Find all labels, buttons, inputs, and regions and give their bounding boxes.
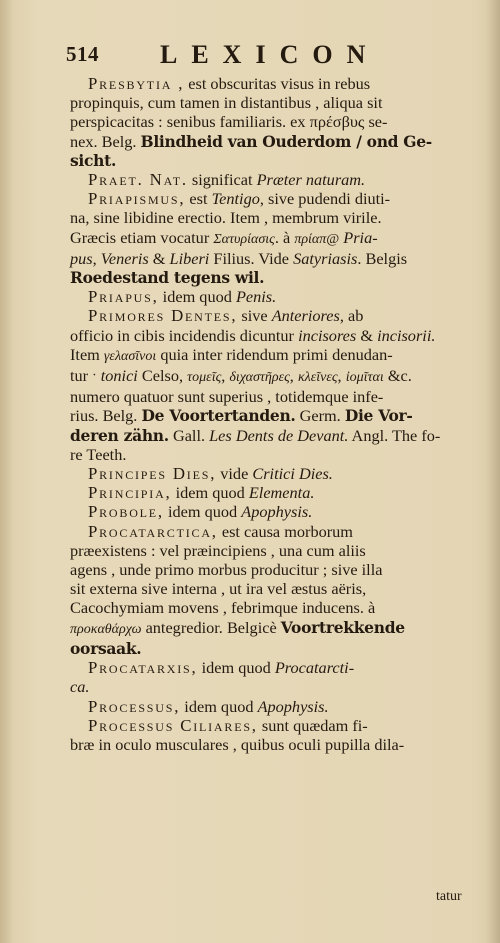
- headword: Probole,: [88, 502, 164, 522]
- entry-primores-dentes: Primores Dentes, sive Anteriores, ab officio in cibis incidendis dicuntur incisores & incisorii. Item γελασῖνοι quia inter ridendum primi denudan- tur ˑ tonici Celso, τομεῖς, διχαστῆρες, κλεῖνες, ἰομῖται &c. numero quatuor sunt superius , totidemque infe- rius. Belg. De Voortertanden. Germ. Die Vor- deren zähn. Gall. Les Dents de Devant. Angl. The fo- re Teeth.: [70, 306, 441, 464]
- headword: Priapus,: [88, 287, 159, 307]
- page-header: [64, 40, 474, 74]
- entry-priapus: Priapus, idem quod Penis.: [88, 287, 277, 307]
- entry-presbytia: Presbytia , est obscuritas visus in rebus propinquis, cum tamen in distantibus , aliqua sit perspicacitas : senibus familiaris. ex πρέσβυς se- nex. Belg. Blindheid van Ouderdom / ond Ge- sicht.: [70, 74, 432, 170]
- belgian-gloss: Blindheid van Ouderdom / ond Ge-: [140, 131, 432, 151]
- entry-procatarxis: Procatarxis, idem quod Procatarcti- ca.: [70, 658, 355, 697]
- headword: Principes Dies,: [88, 464, 217, 484]
- headword: Principia,: [88, 483, 172, 503]
- entry-processus-ciliares: Processus Ciliares, sunt quædam fi- bræ in oculo musculares , quibus oculi pupilla dila-: [70, 715, 405, 754]
- headword: Priapismus,: [88, 189, 186, 209]
- entry-principes-dies: Principes Dies, vide Critici Dies.: [88, 464, 333, 484]
- headword: Processus Ciliares,: [88, 715, 258, 735]
- headword: Primores Dentes,: [88, 306, 238, 326]
- running-head: LEXICON: [160, 40, 380, 69]
- headword: Praet. Nat.: [88, 170, 188, 190]
- headword: Processus,: [88, 696, 181, 716]
- headword: Procatarxis,: [88, 658, 198, 678]
- entry-probole: Probole, idem quod Apophysis.: [88, 502, 313, 522]
- entry-priapismus: Priapismus, est Tentigo, sive pudendi diuti- na, sine libidine erectio. Item , membrum virile. Græcis etiam vocatur Σατυρίασις. à πρίαπ@ Pria- pus, Veneris & Liberi Filius. Vide Satyriasis. Belgis Roedestand tegens wil.: [70, 189, 408, 288]
- page-number: 514: [66, 42, 99, 66]
- entry-procatarctica: Procatarctica, est causa morborum præexistens : vel præincipiens , una cum aliis agens , unde primo morbus producitur ; sive illa sit externa sive interna , ut ira vel æstus aëris, Cacochymiam movens , febrimque inducens. à προκαθάρχω antegredior. Belgicè Voortrekkende oorsaak.: [70, 521, 405, 658]
- headword: Presbytia ,: [88, 74, 185, 93]
- entry-processus: Processus, idem quod Apophysis.: [88, 696, 329, 716]
- lexicon-text: [70, 74, 474, 754]
- headword: Procatarctica,: [88, 521, 218, 541]
- entry-principia: Principia, idem quod Elementa.: [88, 483, 315, 503]
- entry-praet-nat: Praet. Nat. significat Præter naturam.: [88, 170, 366, 190]
- catchword: tatur: [436, 889, 462, 904]
- page-edge-shadow: [486, 0, 500, 943]
